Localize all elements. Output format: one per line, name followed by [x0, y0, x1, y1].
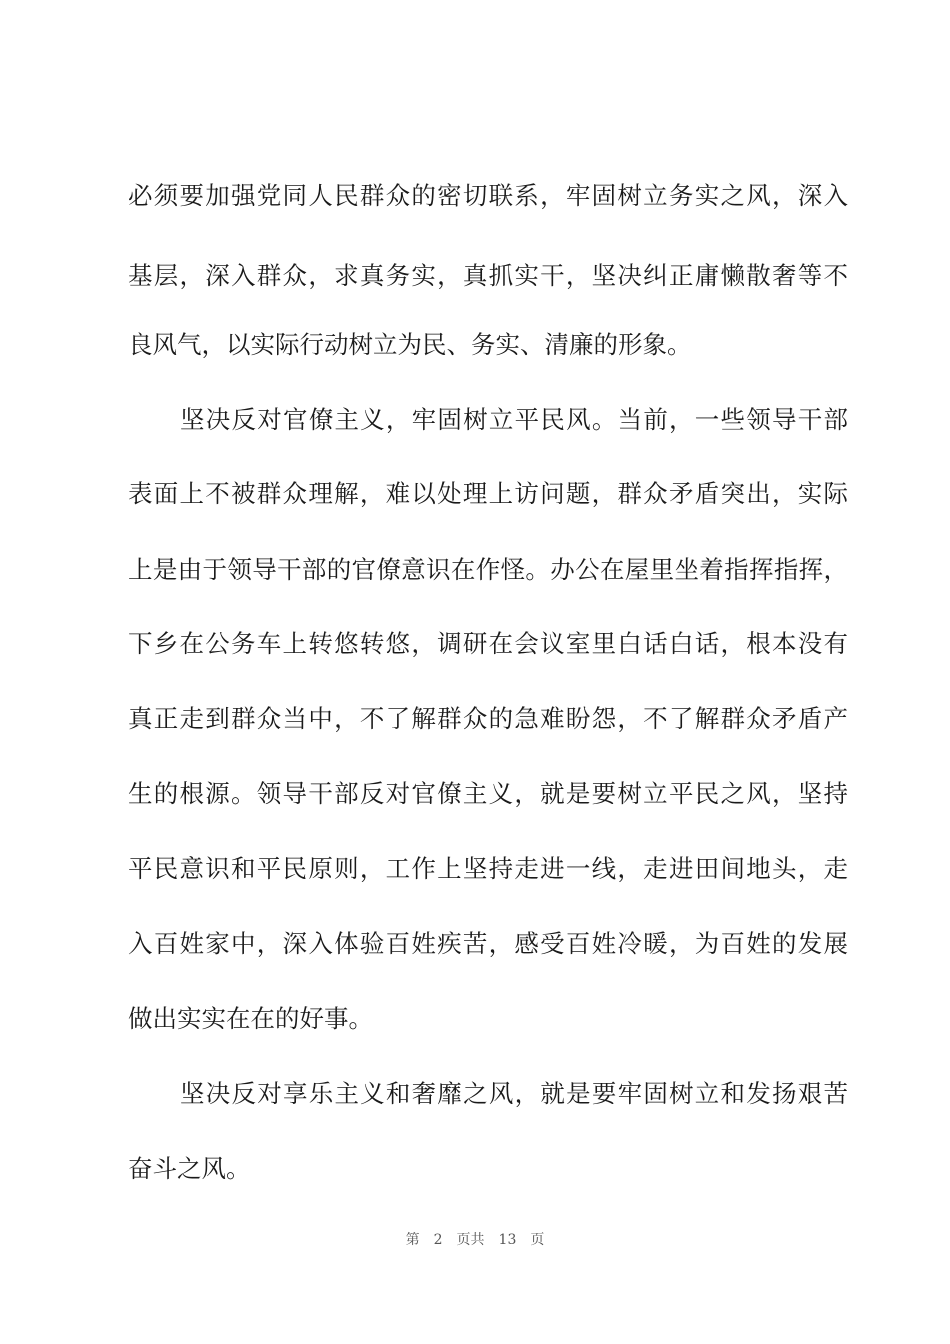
body-text-line: 基层，深入群众，求真务实，真抓实干，坚决纠正庸懒散奢等不 — [128, 261, 848, 290]
footer-total-pages: 13 — [498, 1232, 517, 1248]
body-text-line: 坚决反对官僚主义，牢固树立平民风。当前，一些领导干部 — [180, 405, 848, 434]
footer-prefix: 第 — [405, 1232, 420, 1248]
body-text-line: 下乡在公务车上转悠转悠，调研在会议室里白话白话，根本没有 — [128, 629, 848, 658]
footer-current-page: 2 — [433, 1232, 443, 1248]
footer-suffix: 页 — [530, 1232, 545, 1248]
body-text-line: 上是由于领导干部的官僚意识在作怪。办公在屋里坐着指挥指挥， — [128, 555, 848, 584]
body-text-line: 生的根源。领导干部反对官僚主义，就是要树立平民之风，坚持 — [128, 779, 848, 808]
body-text-line: 入百姓家中，深入体验百姓疾苦，感受百姓冷暖，为百姓的发展 — [128, 929, 848, 958]
page-number-footer — [0, 1228, 950, 1252]
body-text-line: 真正走到群众当中，不了解群众的急难盼怨，不了解群众矛盾产 — [128, 704, 848, 733]
body-text-line: 平民意识和平民原则，工作上坚持走进一线，走进田间地头，走 — [128, 854, 848, 883]
body-text-line: 表面上不被群众理解，难以处理上访问题，群众矛盾突出，实际 — [128, 479, 848, 508]
body-text-line: 奋斗之风。 — [128, 1154, 251, 1183]
body-text-line: 坚决反对享乐主义和奢靡之风，就是要牢固树立和发扬艰苦 — [180, 1079, 848, 1108]
footer-middle: 页共 — [456, 1232, 485, 1248]
body-text-line: 做出实实在在的好事。 — [128, 1004, 373, 1033]
body-text-line: 良风气，以实际行动树立为民、务实、清廉的形象。 — [128, 330, 692, 359]
body-text-line: 必须要加强党同人民群众的密切联系，牢固树立务实之风，深入 — [128, 181, 848, 210]
